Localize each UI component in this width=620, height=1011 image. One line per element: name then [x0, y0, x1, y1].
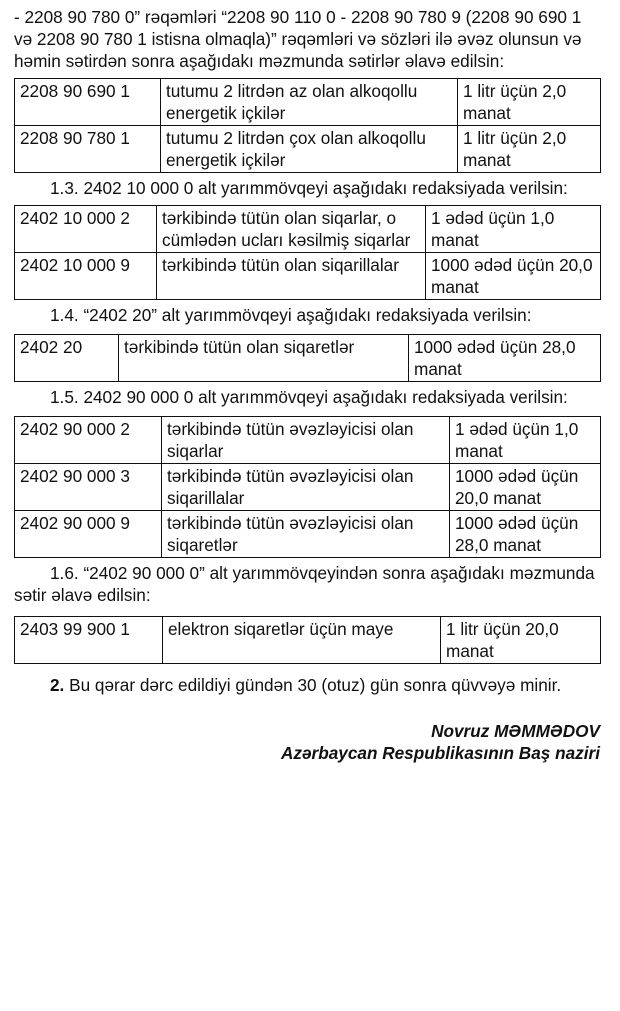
paragraph-number: 2. [50, 675, 65, 695]
table-energy-drinks [14, 78, 601, 173]
rate-cell: 1 ədəd üçün 1,0 manat [450, 417, 601, 464]
table-cigars [14, 205, 601, 300]
description-cell: tutumu 2 litrdən az olan alkoqollu energetik içkilər [161, 79, 458, 126]
table-e-liquid [14, 616, 601, 664]
paragraph-1-4: 1.4. “2402 20” alt yarımmövqeyi aşağıdakı redaksiyada verilsin: [50, 305, 532, 325]
description-cell: tutumu 2 litrdən çox olan alkoqollu energetik içkilər [161, 126, 458, 173]
description-cell: tərkibində tütün əvəzləyicisi olan siqaretlər [162, 511, 450, 558]
code-cell: 2208 90 690 1 [15, 79, 161, 126]
code-cell: 2208 90 780 1 [15, 126, 161, 173]
code-cell: 2402 90 000 2 [15, 417, 162, 464]
description-cell: tərkibində tütün əvəzləyicisi olan siqarillalar [162, 464, 450, 511]
rate-cell: 1000 ədəd üçün 28,0 manat [450, 511, 601, 558]
paragraph-text: Bu qərar dərc edildiyi gündən 30 (otuz) gün sonra qüvvəyə minir. [64, 675, 562, 695]
intro-paragraph: - 2208 90 780 0” rəqəmləri “2208 90 110 0 - 2208 90 780 9 (2208 90 690 1 və 2208 90 780 1 istisna olmaqla)” rəqəmləri və sözləri ilə əvəz olunsun və həmin sətirdən sonra aşağıdakı məzmunda sətirlər əlavə edilsin: [14, 7, 582, 71]
table-row [15, 417, 601, 464]
code-cell: 2403 99 900 1 [15, 617, 163, 664]
description-cell: tərkibində tütün olan siqarillalar [157, 253, 426, 300]
rate-cell: 1000 ədəd üçün 28,0 manat [409, 335, 601, 382]
code-cell: 2402 20 [15, 335, 119, 382]
code-cell: 2402 10 000 2 [15, 206, 157, 253]
rate-cell: 1000 ədəd üçün 20,0 manat [426, 253, 601, 300]
table-row [15, 253, 601, 300]
description-cell: tərkibində tütün olan siqaretlər [119, 335, 409, 382]
paragraph-2 [14, 674, 600, 696]
code-cell: 2402 90 000 9 [15, 511, 162, 558]
table-tobacco-substitutes [14, 416, 601, 558]
paragraph-1-3: 1.3. 2402 10 000 0 alt yarımmövqeyi aşağıdakı redaksiyada verilsin: [50, 178, 568, 198]
signatory-title: Azərbaycan Respublikasının Baş naziri [280, 743, 600, 763]
table-row [15, 335, 601, 382]
rate-cell: 1 litr üçün 20,0 manat [441, 617, 601, 664]
table-row [15, 206, 601, 253]
signatory-name: Novruz MƏMMƏDOV [431, 721, 600, 741]
table-row [15, 79, 601, 126]
document-page [14, 6, 600, 764]
rate-cell: 1 litr üçün 2,0 manat [458, 79, 601, 126]
table-row [15, 126, 601, 173]
signature-block [14, 720, 600, 764]
rate-cell: 1000 ədəd üçün 20,0 manat [450, 464, 601, 511]
table-row [15, 511, 601, 558]
rate-cell: 1 litr üçün 2,0 manat [458, 126, 601, 173]
table-row [15, 464, 601, 511]
paragraph-1-5: 1.5. 2402 90 000 0 alt yarımmövqeyi aşağıdakı redaksiyada verilsin: [50, 387, 568, 407]
paragraph-1-6: 1.6. “2402 90 000 0” alt yarımmövqeyindən sonra aşağıdakı məzmunda sətir əlavə edilsin: [14, 563, 595, 605]
rate-cell: 1 ədəd üçün 1,0 manat [426, 206, 601, 253]
code-cell: 2402 90 000 3 [15, 464, 162, 511]
table-row [15, 617, 601, 664]
description-cell: tərkibində tütün əvəzləyicisi olan siqarlar [162, 417, 450, 464]
code-cell: 2402 10 000 9 [15, 253, 157, 300]
description-cell: elektron siqaretlər üçün maye [163, 617, 441, 664]
table-cigarettes [14, 334, 601, 382]
description-cell: tərkibində tütün olan siqarlar, o cümlədən ucları kəsilmiş siqarlar [157, 206, 426, 253]
